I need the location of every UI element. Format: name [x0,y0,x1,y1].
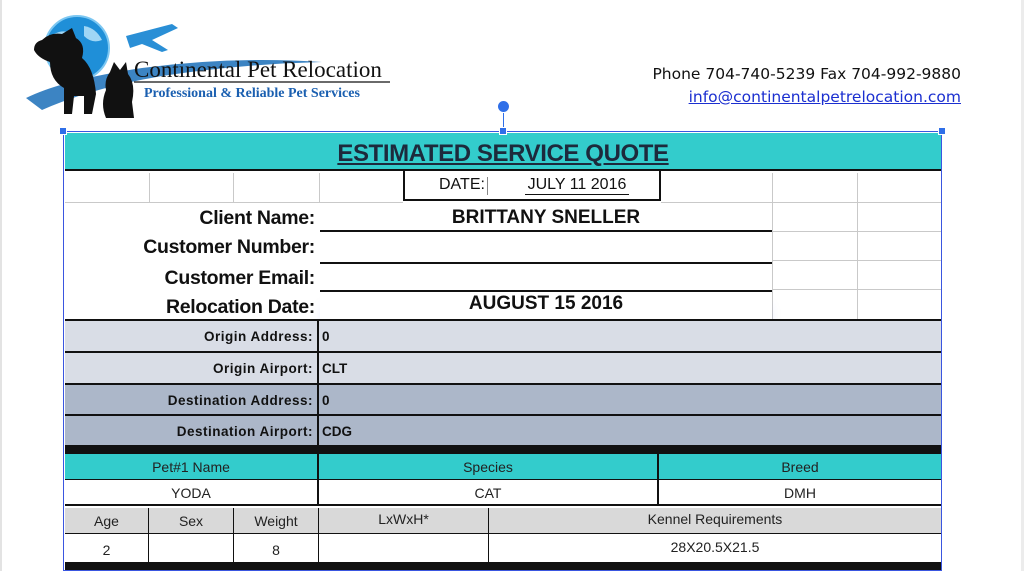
date-label: DATE: [439,176,485,193]
sex-header: Sex [149,508,234,534]
origin-address-label: Origin Address: [203,329,313,344]
breed-header: Breed [659,454,941,480]
dimensions-header: LxWxH* [319,508,489,534]
age-header: Age [65,508,149,534]
species-header: Species [319,454,659,480]
pet-name-value[interactable]: YODA [65,480,319,506]
date-value: JULY 11 2016 [525,176,629,195]
destination-address-label: Destination Address: [167,393,313,408]
weight-value[interactable]: 8 [234,534,319,562]
kennel-requirements-header: Kennel Requirements [489,508,941,534]
email-link[interactable]: info@continentalpetrelocation.com [688,88,961,106]
destination-airport-value: CDG [322,424,352,439]
relocation-date-label: Relocation Date: [165,296,315,318]
resize-handle-top-center[interactable] [499,127,507,135]
contact-block [652,63,961,109]
age-value[interactable]: 2 [65,534,149,562]
company-tagline-text: Professional & Reliable Pet Services [144,86,360,101]
destination-airport-label: Destination Airport: [176,424,313,439]
resize-handle-top-right[interactable] [938,127,946,135]
customer-email-label: Customer Email: [164,267,315,289]
client-name-label: Client Name: [199,207,315,229]
rotate-handle[interactable] [497,100,510,113]
quote-title: ESTIMATED SERVICE QUOTE [65,133,941,171]
destination-address-value: 0 [322,393,330,408]
breed-value[interactable]: DMH [659,480,941,506]
pet-name-header: Pet#1 Name [65,454,319,480]
object-selection-frame[interactable] [63,131,942,571]
kennel-requirements-value[interactable]: 28X20.5X21.5 [670,539,760,555]
phone-fax-line: Phone 704-740-5239 Fax 704-992-9880 [652,65,961,83]
origin-airport-value: CLT [322,361,348,376]
origin-address-value: 0 [322,329,330,344]
customer-number-label: Customer Number: [143,236,315,258]
resize-handle-top-left[interactable] [59,127,67,135]
origin-airport-label: Origin Airport: [213,361,313,376]
page-left-edge [0,0,2,571]
company-name-text: Continental Pet Relocation [134,57,382,82]
company-logo [22,10,402,125]
species-value[interactable]: CAT [319,480,659,506]
client-name-value[interactable]: BRITTANY SNELLER [320,207,772,232]
weight-header: Weight [234,508,319,534]
relocation-date-value[interactable]: AUGUST 15 2016 [320,293,772,320]
